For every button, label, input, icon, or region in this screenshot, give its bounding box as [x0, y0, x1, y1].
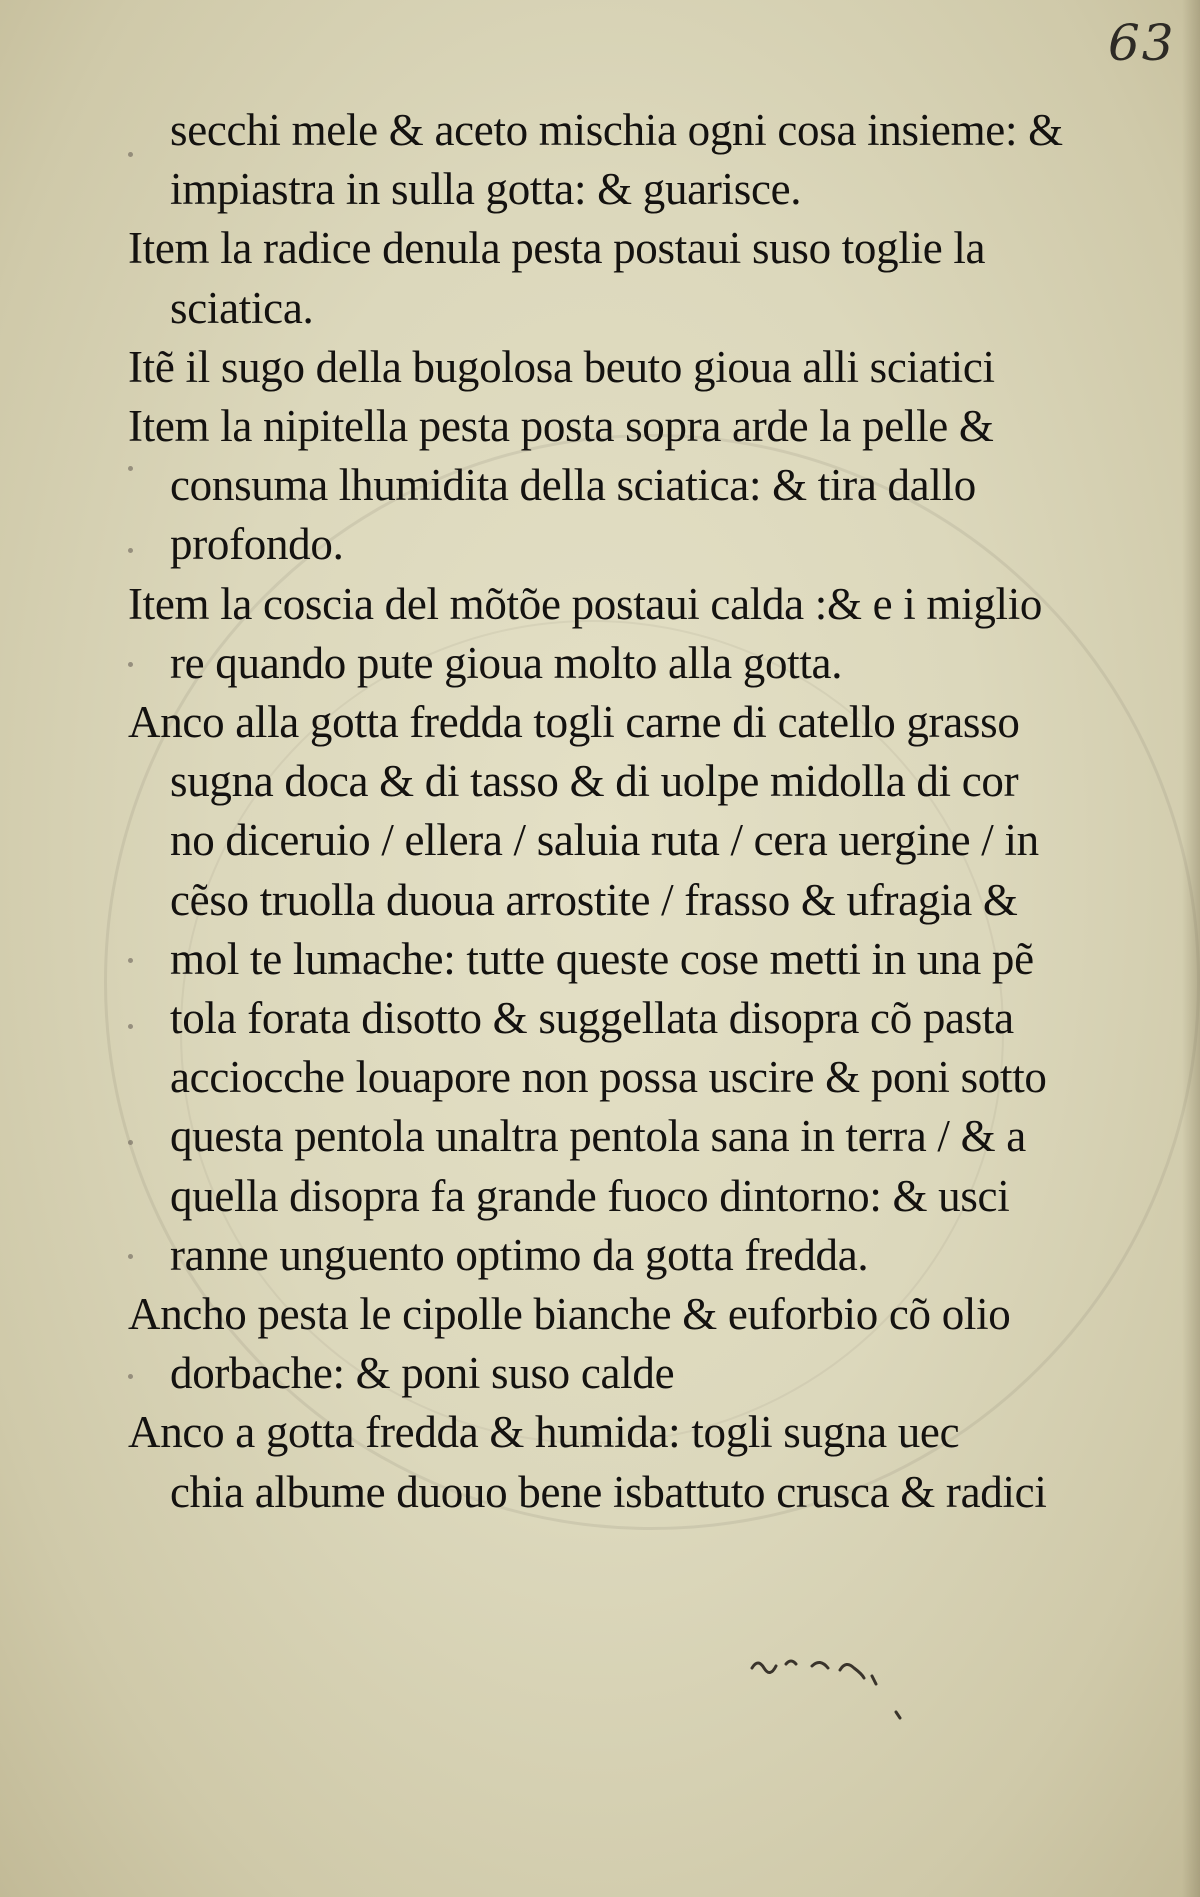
page-edge-shadow: [1182, 0, 1200, 1897]
text-line: impiastra in sulla gotta: & guarisce.: [170, 164, 802, 215]
text-line: Item la coscia del mõtõe postaui calda :& e i miglio: [128, 578, 1043, 629]
text-line: Item la nipitella pesta posta sopra arde la pelle &: [128, 401, 994, 451]
margin-dot: [128, 1254, 133, 1259]
margin-dot: [128, 466, 133, 471]
text-line: dorbache: & poni suso calde: [170, 1348, 675, 1399]
text-line: Itẽ il sugo della bugolosa beuto gioua alli sciatici: [128, 341, 995, 392]
text-line: acciocche louapore non possa uscire & poni sotto: [170, 1052, 1047, 1103]
margin-dot: [128, 1140, 133, 1145]
margin-dot: [128, 1374, 133, 1379]
text-line: questa pentola unaltra pentola sana in terra / & a: [170, 1111, 1026, 1162]
ink-scribble-mark: [752, 1663, 776, 1673]
text-line: mol te lumache: tutte queste cose metti in una pẽ: [170, 933, 1034, 984]
text-line: Anco alla gotta fredda togli carne di catello grasso: [128, 697, 1020, 747]
text-line: Item la radice denula pesta postaui suso toglie la: [128, 223, 986, 274]
margin-dot: [128, 1024, 133, 1029]
text-line: secchi mele & aceto mischia ogni cosa insieme: &: [170, 105, 1063, 155]
text-line: Ancho pesta le cipolle bianche & euforbio cõ olio: [128, 1289, 1011, 1339]
margin-dot: [128, 548, 133, 553]
text-line: Anco a gotta fredda & humida: togli sugna uec: [128, 1407, 960, 1458]
text-line: chia albume duouo bene isbattuto crusca & radici: [170, 1466, 1047, 1517]
text-line: sugna doca & di tasso & di uolpe midolla di cor: [170, 756, 1019, 807]
margin-dot: [128, 958, 133, 963]
text-line: re quando pute gioua molto alla gotta.: [170, 637, 843, 688]
text-line: tola forata disotto & suggellata disopra cõ pasta: [170, 993, 1014, 1043]
text-line: cẽso truolla duoua arrostite / frasso & ufragia &: [170, 874, 1018, 925]
folio-number: 63: [1108, 14, 1176, 72]
margin-dot: [128, 152, 133, 157]
text-line: no diceruio / ellera / saluia ruta / cera uergine / in: [170, 815, 1039, 866]
text-line: sciatica.: [170, 282, 314, 333]
text-line: ranne unguento optimo da gotta fredda.: [170, 1229, 869, 1280]
text-line: quella disopra fa grande fuoco dintorno: & usci: [170, 1170, 1010, 1221]
text-line: consuma lhumidita della sciatica: & tira dallo: [170, 460, 976, 511]
text-line: profondo.: [170, 519, 344, 570]
margin-dot: [128, 662, 133, 667]
